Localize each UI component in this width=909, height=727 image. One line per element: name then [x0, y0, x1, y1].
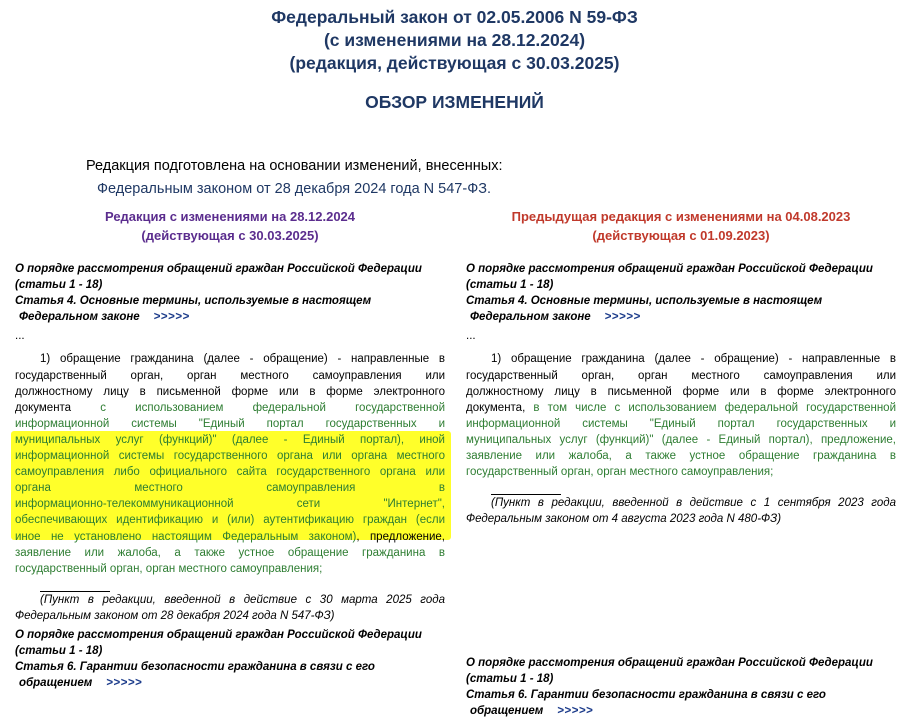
article-6-title-cont	[466, 703, 896, 719]
changed-text: муниципальных услуг (функций)" (далее - Единый портал), предложение,	[466, 433, 896, 446]
article-4-title-cont	[466, 309, 896, 325]
added-text: информационной системы государственного органа или органа местного	[15, 450, 445, 463]
document-title: Федеральный закон от 02.05.2006 N 59-ФЗ	[271, 7, 638, 27]
changed-text: государственный орган, орган местного самоуправления;	[15, 562, 323, 575]
clause-text: документа,	[466, 401, 534, 414]
changed-text: заявление или жалоба, а также устное обращение гражданина в	[15, 546, 445, 559]
article-6-title-cont	[15, 675, 445, 691]
clause-line: государственный орган, орган местного самоуправления или	[466, 369, 896, 382]
law-articles-range: (статьи 1 - 18)	[15, 645, 103, 658]
clause-line	[466, 400, 896, 416]
clause-line: государственный орган, орган местного самоуправления или	[15, 369, 445, 382]
changed-text: заявление или жалоба, а также устное обращение гражданина в	[466, 450, 896, 463]
article-6-title-end: обращением	[19, 677, 93, 690]
added-text: информационно-телекоммуникационной сети "Интернет",	[15, 498, 445, 511]
added-text: органа местного самоуправления в	[15, 482, 445, 495]
clause-line	[15, 432, 445, 448]
added-text: иной	[419, 433, 445, 446]
changed-text: информационной системы "Единый портал государственных и	[15, 417, 445, 430]
clause-text: документа	[15, 401, 101, 414]
left-column	[15, 261, 445, 691]
right-column	[466, 261, 896, 527]
changed-text: с использованием федеральной государственной	[100, 401, 445, 414]
ellipsis: ...	[15, 330, 25, 343]
changed-text: информационной системы "Единый портал государственных и	[466, 417, 896, 430]
article-6-title: Статья 6. Гарантии безопасности гражданина в связи с его	[466, 689, 826, 702]
article-6-title: Статья 6. Гарантии безопасности гражданина в связи с его	[15, 661, 375, 674]
right-heading-edition: Предыдущая редакция с изменениями на 04.08.2023	[511, 209, 851, 224]
basis-law-link[interactable]: Федеральным законом от 28 декабря 2024 года N 547-ФЗ.	[97, 181, 492, 197]
clause-line: 1) обращение гражданина (далее - обращение) - направленные в	[40, 353, 445, 366]
article-4-link-arrow[interactable]: >>>>>	[153, 311, 190, 324]
article-4-link-arrow[interactable]: >>>>>	[604, 311, 641, 324]
edition-note: (Пункт в редакции, введенной в действие с 1 сентября 2023 года	[491, 497, 896, 510]
law-articles-range: (статьи 1 - 18)	[15, 279, 103, 292]
added-text: иное не установлено настоящим Федеральным законом)	[15, 530, 357, 543]
article-4-title: Статья 4. Основные термины, используемые в настоящем	[15, 295, 372, 308]
clause-line: 1) обращение гражданина (далее - обращение) - направленные в	[491, 353, 896, 366]
law-title: О порядке рассмотрения обращений граждан Российской Федерации	[466, 657, 873, 669]
law-articles-range: (статьи 1 - 18)	[466, 279, 554, 292]
clause-line: должностному лицу в письменной форме или в форме электронного	[15, 385, 445, 398]
changed-text: муниципальных услуг (функций)" (далее - Единый портал),	[15, 433, 420, 446]
edition-note-law: Федеральным законом от 28 декабря 2024 года N 547-ФЗ)	[15, 609, 335, 622]
law-title: О порядке рассмотрения обращений граждан Российской Федерации	[466, 263, 873, 275]
left-column-heading	[15, 207, 445, 245]
overview-heading: ОБЗОР ИЗМЕНЕНИЙ	[365, 92, 544, 112]
added-text: самоуправления либо официального сайта государственного органа или	[15, 466, 445, 479]
clause-text: , предложение,	[356, 530, 445, 543]
article-4-title-cont	[15, 309, 445, 325]
left-heading-effective: (действующая с 30.03.2025)	[141, 228, 319, 243]
clause-line: должностному лицу в письменной форме или в форме электронного	[466, 385, 896, 398]
article-4-title-end: Федеральном законе	[19, 311, 140, 324]
edition-note-law: Федеральным законом от 4 августа 2023 года N 480-ФЗ)	[466, 513, 782, 526]
edition-note: (Пункт в редакции, введенной в действие с 30 марта 2025 года	[40, 593, 445, 606]
article-6-link-arrow[interactable]: >>>>>	[557, 705, 594, 718]
right-column-article-6	[466, 655, 896, 719]
clause-1-paragraph	[466, 351, 896, 480]
left-heading-edition: Редакция с изменениями на 28.12.2024	[104, 209, 356, 224]
changed-text: в том числе с использованием федеральной государственной	[533, 401, 896, 414]
clause-1-paragraph	[15, 351, 445, 576]
added-text: обеспечивающих идентификацию и (или) аутентификацию граждан (если	[15, 514, 445, 527]
article-4-title: Статья 4. Основные термины, используемые в настоящем	[466, 295, 823, 308]
law-title: О порядке рассмотрения обращений граждан Российской Федерации	[15, 628, 422, 641]
right-heading-effective: (действующая с 01.09.2023)	[592, 228, 770, 243]
clause-line	[15, 400, 445, 416]
article-4-title-end: Федеральном законе	[470, 311, 591, 324]
law-articles-range: (статьи 1 - 18)	[466, 673, 554, 686]
article-6-link-arrow[interactable]: >>>>>	[106, 677, 143, 690]
basis-text: Редакция подготовлена на основании изменений, внесенных:	[86, 158, 503, 174]
changed-text: государственный орган, орган местного самоуправления;	[466, 466, 774, 479]
article-6-title-end: обращением	[470, 705, 544, 718]
law-title: О порядке рассмотрения обращений граждан Российской Федерации	[15, 263, 422, 275]
document-subtitle-edition: (редакция, действующая с 30.03.2025)	[289, 53, 620, 73]
ellipsis: ...	[466, 330, 476, 343]
document-subtitle-changes: (с изменениями на 28.12.2024)	[323, 30, 586, 50]
right-column-heading	[466, 207, 896, 245]
clause-line	[15, 529, 445, 545]
